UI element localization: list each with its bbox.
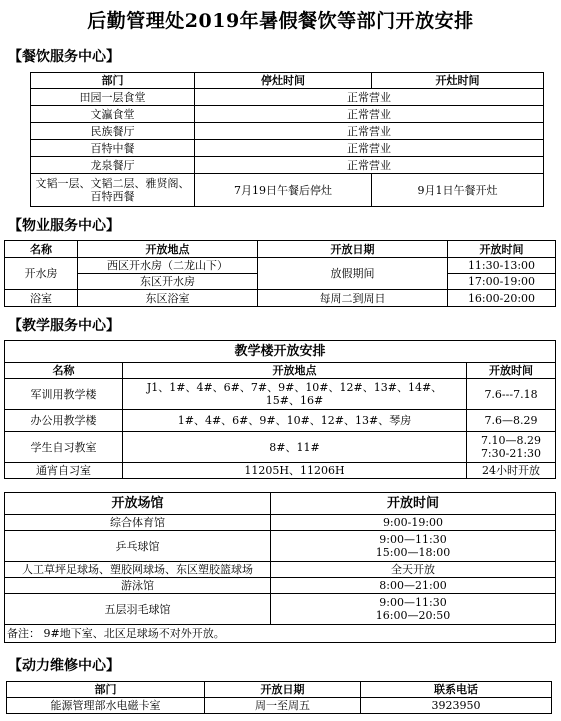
header-phone: 联系电话 <box>361 682 552 698</box>
water-room-location-west: 西区开水房（二龙山下） <box>78 258 258 274</box>
header-location: 开放地点 <box>78 241 258 258</box>
stop-time-cell: 7月19日午餐后停灶 <box>195 174 372 207</box>
venue-time <box>271 594 556 625</box>
water-room-name: 开水房 <box>5 258 78 290</box>
power-table <box>6 681 552 714</box>
header-time: 开放时间 <box>467 363 556 379</box>
time-line-1: 7.10—8.29 <box>481 434 541 447</box>
status-cell: 正常营业 <box>195 123 544 140</box>
table-row-dept: 民族餐厅 <box>31 123 195 140</box>
water-room-date: 放假期间 <box>258 258 448 290</box>
header-venue: 开放场馆 <box>5 493 271 515</box>
table-row-location: 8#、11# <box>123 432 467 463</box>
page-title: 后勤管理处2019年暑假餐饮等部门开放安排 <box>87 10 474 32</box>
teaching-table <box>4 340 556 479</box>
water-room-time-1: 11:30-13:00 <box>448 258 556 274</box>
table-row-location: J1、1#、4#、6#、7#、9#、10#、12#、13#、14#、15#、16# <box>123 379 467 410</box>
open-time-cell: 9月1日午餐开灶 <box>372 174 544 207</box>
water-room-time-2: 17:00-19:00 <box>448 274 556 290</box>
status-cell: 正常营业 <box>195 106 544 123</box>
property-section-heading: 【物业服务中心】 <box>8 218 120 234</box>
venue-name: 乒乓球馆 <box>5 531 271 562</box>
power-section-heading: 【动力维修中心】 <box>8 658 120 674</box>
power-date: 周一至周五 <box>205 698 361 714</box>
table-row-location: 11205H、11206H <box>123 463 467 479</box>
property-table <box>4 240 556 307</box>
table-row-dept: 文韬一层、文韬二层、雅贤阁、百特西餐 <box>31 174 195 207</box>
status-cell: 正常营业 <box>195 140 544 157</box>
table-row-dept: 龙泉餐厅 <box>31 157 195 174</box>
header-stop-time: 停灶时间 <box>195 73 372 89</box>
teaching-section-heading: 【教学服务中心】 <box>8 318 120 334</box>
table-row-time: 24小时开放 <box>467 463 556 479</box>
time-line-2: 15:00—18:00 <box>375 546 451 559</box>
time-line-2: 16:00—20:50 <box>375 609 451 622</box>
table-row-dept: 田园一层食堂 <box>31 89 195 106</box>
header-date: 开放日期 <box>258 241 448 258</box>
time-line-2: 7:30-21:30 <box>480 447 542 460</box>
venue-name: 五层羽毛球馆 <box>5 594 271 625</box>
dining-table <box>30 72 544 207</box>
time-line-1: 9:00—11:30 <box>379 533 447 546</box>
status-cell: 正常营业 <box>195 89 544 106</box>
venue-time: 9:00-19:00 <box>271 515 556 531</box>
venue-name: 人工草坪足球场、塑胶网球场、东区塑胶篮球场 <box>5 562 271 578</box>
header-name: 名称 <box>5 241 78 258</box>
header-dept: 部门 <box>7 682 205 698</box>
table-row-location: 1#、4#、6#、9#、10#、12#、13#、琴房 <box>123 410 467 432</box>
water-room-location-east: 东区开水房 <box>78 274 258 290</box>
table-row-dept: 文瀛食堂 <box>31 106 195 123</box>
teaching-table-caption: 教学楼开放安排 <box>5 341 556 363</box>
power-dept: 能源管理部水电磁卡室 <box>7 698 205 714</box>
venue-name: 游泳馆 <box>5 578 271 594</box>
table-row-time: 7.6---7.18 <box>467 379 556 410</box>
table-row-name: 通宵自习室 <box>5 463 123 479</box>
header-location: 开放地点 <box>123 363 467 379</box>
table-row-name: 办公用教学楼 <box>5 410 123 432</box>
bathhouse-time: 16:00-20:00 <box>448 290 556 307</box>
status-cell: 正常营业 <box>195 157 544 174</box>
bathhouse-date: 每周二到周日 <box>258 290 448 307</box>
time-line-1: 9:00—11:30 <box>379 596 447 609</box>
venue-name: 综合体育馆 <box>5 515 271 531</box>
table-row-time: 7.6—8.29 <box>467 410 556 432</box>
dining-section-heading: 【餐饮服务中心】 <box>8 49 120 65</box>
header-open-time: 开灶时间 <box>372 73 544 89</box>
power-phone: 3923950 <box>361 698 552 714</box>
venues-table <box>4 492 556 643</box>
header-time: 开放时间 <box>448 241 556 258</box>
header-dept: 部门 <box>31 73 195 89</box>
venues-note: 备注： 9#地下室、北区足球场不对外开放。 <box>5 625 556 643</box>
header-name: 名称 <box>5 363 123 379</box>
bathhouse-location: 东区浴室 <box>78 290 258 307</box>
venue-time: 8:00—21:00 <box>271 578 556 594</box>
bathhouse-name: 浴室 <box>5 290 78 307</box>
table-row-dept: 百特中餐 <box>31 140 195 157</box>
table-row-name: 学生自习教室 <box>5 432 123 463</box>
table-row-time <box>467 432 556 463</box>
venue-time: 全天开放 <box>271 562 556 578</box>
header-open-time: 开放时间 <box>271 493 556 515</box>
table-row-name: 军训用教学楼 <box>5 379 123 410</box>
header-date: 开放日期 <box>205 682 361 698</box>
venue-time <box>271 531 556 562</box>
